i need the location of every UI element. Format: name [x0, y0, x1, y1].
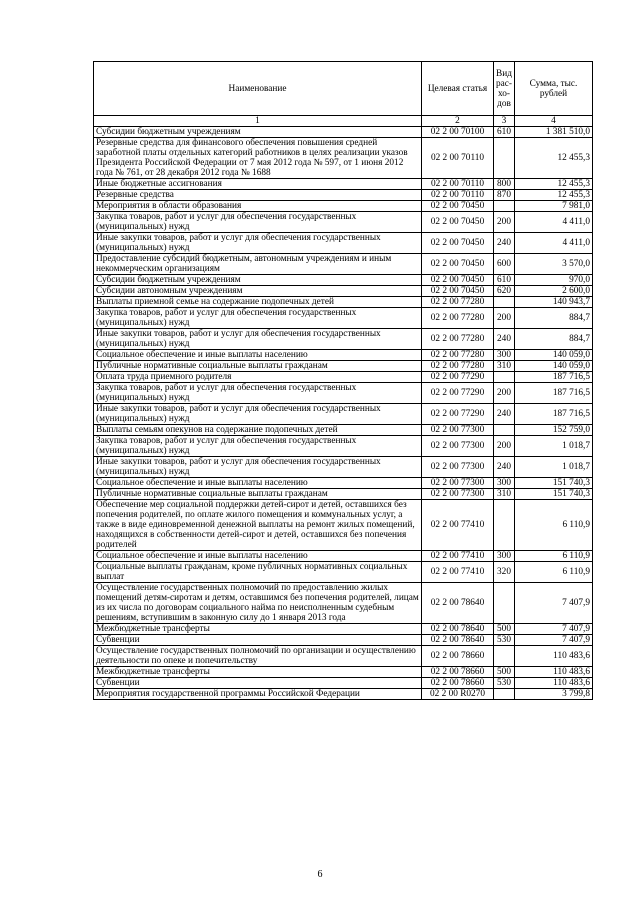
row-target-code: 02 2 00 77300: [422, 457, 494, 478]
row-expense-kind: 500: [494, 667, 515, 678]
table-row: [94, 457, 593, 478]
row-target-code: 02 2 00 78660: [422, 678, 494, 689]
row-target-code: 02 2 00 77280: [422, 350, 494, 361]
row-name: Резервные средства: [94, 190, 422, 201]
budget-table: [93, 61, 593, 700]
row-name: Субсидии бюджетным учреждениям: [94, 275, 422, 286]
column-number-row: [94, 116, 593, 127]
row-target-code: 02 2 00 77290: [422, 404, 494, 425]
row-target-code: 02 2 00 70450: [422, 286, 494, 297]
row-expense-kind: [494, 689, 515, 700]
row-expense-kind: 200: [494, 308, 515, 329]
row-name: Социальное обеспечение и иные выплаты населению: [94, 350, 422, 361]
row-name: Мероприятия государственной программы Российской Федерации: [94, 689, 422, 700]
row-amount: 187 716,5: [515, 404, 593, 425]
row-amount: 6 110,9: [515, 551, 593, 562]
row-amount: 12 455,3: [515, 190, 593, 201]
table-row: [94, 478, 593, 489]
row-target-code: 02 2 00 77410: [422, 500, 494, 551]
row-target-code: 02 2 00 70450: [422, 201, 494, 212]
row-name: Субвенции: [94, 635, 422, 646]
table-row: [94, 404, 593, 425]
table-row: [94, 127, 593, 138]
page-number: 6: [317, 869, 323, 880]
table-row: [94, 383, 593, 404]
row-amount: 884,7: [515, 329, 593, 350]
table-body: [94, 127, 593, 700]
row-target-code: 02 2 00 70450: [422, 212, 494, 233]
row-name: Субвенции: [94, 678, 422, 689]
table-row: [94, 583, 593, 624]
row-name: Межбюджетные трансферты: [94, 624, 422, 635]
table-row: [94, 138, 593, 179]
row-name: Межбюджетные трансферты: [94, 667, 422, 678]
row-name: Осуществление государственных полномочий по предоставлению жилых помещений детям-сиротам и детям, оставшимся без попечения родителей, лицам из их числа по договорам социального найма по неисполненным судебным решениям, вступившим в законную силу до 1 января 2013 года: [94, 583, 422, 624]
row-name: Субсидии автономным учреждениям: [94, 286, 422, 297]
row-target-code: 02 2 00 78640: [422, 624, 494, 635]
row-name: Предоставление субсидий бюджетным, автономным учреждениям и иным некоммерческим организациям: [94, 254, 422, 275]
header-code: Целевая статья: [422, 62, 494, 116]
row-name: Мероприятия в области образования: [94, 201, 422, 212]
row-target-code: 02 2 00 77280: [422, 329, 494, 350]
row-amount: 140 059,0: [515, 361, 593, 372]
row-target-code: 02 2 00 78640: [422, 583, 494, 624]
row-target-code: 02 2 00 77290: [422, 383, 494, 404]
row-amount: 140 059,0: [515, 350, 593, 361]
row-name: Иные закупки товаров, работ и услуг для обеспечения государственных (муниципальных) нужд: [94, 233, 422, 254]
row-expense-kind: 300: [494, 551, 515, 562]
table-row: [94, 233, 593, 254]
row-amount: 187 716,5: [515, 383, 593, 404]
row-expense-kind: [494, 425, 515, 436]
header-row: [94, 62, 593, 116]
row-name: Публичные нормативные социальные выплаты гражданам: [94, 361, 422, 372]
row-amount: 7 407,9: [515, 583, 593, 624]
table-row: [94, 275, 593, 286]
row-amount: 12 455,3: [515, 179, 593, 190]
row-target-code: 02 2 00 77280: [422, 297, 494, 308]
row-amount: 6 110,9: [515, 562, 593, 583]
row-amount: 3 570,0: [515, 254, 593, 275]
row-target-code: 02 2 00 77410: [422, 551, 494, 562]
row-target-code: 02 2 00 77280: [422, 308, 494, 329]
row-amount: 12 455,3: [515, 138, 593, 179]
row-target-code: 02 2 00 78660: [422, 646, 494, 667]
row-amount: 1 381 510,0: [515, 127, 593, 138]
table-row: [94, 436, 593, 457]
table-row: [94, 297, 593, 308]
row-expense-kind: [494, 583, 515, 624]
row-name: Резервные средства для финансового обеспечения повышения средней заработной платы отдельных категорий работников в целях реализации указов Президента Российской Федерации от 7 мая 2012 года № 597, от 1 июня 2012 года № 761, от 28 декабря 2012 года № 1688: [94, 138, 422, 179]
row-target-code: 02 2 00 77300: [422, 489, 494, 500]
row-amount: 110 483,6: [515, 646, 593, 667]
table-row: [94, 350, 593, 361]
row-target-code: 02 2 00 70100: [422, 127, 494, 138]
row-amount: 1 018,7: [515, 457, 593, 478]
table-row: [94, 489, 593, 500]
row-amount: 7 407,9: [515, 624, 593, 635]
row-expense-kind: 200: [494, 383, 515, 404]
column-number: 1: [94, 116, 422, 127]
row-name: Иные закупки товаров, работ и услуг для обеспечения государственных (муниципальных) нужд: [94, 457, 422, 478]
column-number: 4: [515, 116, 593, 127]
table-row: [94, 190, 593, 201]
row-amount: 4 411,0: [515, 212, 593, 233]
column-number: 2: [422, 116, 494, 127]
table-row: [94, 689, 593, 700]
row-amount: 3 799,8: [515, 689, 593, 700]
row-amount: 2 600,0: [515, 286, 593, 297]
table-row: [94, 201, 593, 212]
row-target-code: 02 2 00 77280: [422, 361, 494, 372]
row-amount: 152 759,0: [515, 425, 593, 436]
row-amount: 7 407,9: [515, 635, 593, 646]
row-name: Публичные нормативные социальные выплаты гражданам: [94, 489, 422, 500]
row-name: Иные бюджетные ассигнования: [94, 179, 422, 190]
table-row: [94, 286, 593, 297]
row-expense-kind: 610: [494, 275, 515, 286]
row-amount: 4 411,0: [515, 233, 593, 254]
row-target-code: 02 2 00 77300: [422, 436, 494, 457]
row-amount: 1 018,7: [515, 436, 593, 457]
table-row: [94, 667, 593, 678]
row-amount: 151 740,3: [515, 478, 593, 489]
row-name: Закупка товаров, работ и услуг для обеспечения государственных (муниципальных) нужд: [94, 436, 422, 457]
row-expense-kind: 240: [494, 404, 515, 425]
table-row: [94, 678, 593, 689]
row-expense-kind: 240: [494, 233, 515, 254]
row-amount: 6 110,9: [515, 500, 593, 551]
table-row: [94, 635, 593, 646]
row-name: Выплаты семьям опекунов на содержание подопечных детей: [94, 425, 422, 436]
row-name: Закупка товаров, работ и услуг для обеспечения государственных (муниципальных) нужд: [94, 383, 422, 404]
row-expense-kind: 240: [494, 329, 515, 350]
table-row: [94, 551, 593, 562]
row-expense-kind: 870: [494, 190, 515, 201]
table-row: [94, 254, 593, 275]
row-expense-kind: 620: [494, 286, 515, 297]
row-target-code: 02 2 00 70110: [422, 138, 494, 179]
table-row: [94, 562, 593, 583]
row-name: Социальные выплаты гражданам, кроме публичных нормативных социальных выплат: [94, 562, 422, 583]
row-target-code: 02 2 00 70450: [422, 233, 494, 254]
row-expense-kind: [494, 201, 515, 212]
table-row: [94, 308, 593, 329]
row-target-code: 02 2 00 70450: [422, 254, 494, 275]
row-name: Социальное обеспечение и иные выплаты населению: [94, 551, 422, 562]
row-expense-kind: 320: [494, 562, 515, 583]
row-name: Осуществление государственных полномочий по организации и осуществлению деятельности по опеке и попечительству: [94, 646, 422, 667]
table-row: [94, 624, 593, 635]
table-row: [94, 329, 593, 350]
table-row: [94, 212, 593, 233]
row-name: Закупка товаров, работ и услуг для обеспечения государственных (муниципальных) нужд: [94, 212, 422, 233]
row-expense-kind: 500: [494, 624, 515, 635]
row-expense-kind: 600: [494, 254, 515, 275]
row-expense-kind: 530: [494, 635, 515, 646]
row-expense-kind: 240: [494, 457, 515, 478]
row-name: Социальное обеспечение и иные выплаты населению: [94, 478, 422, 489]
row-expense-kind: 800: [494, 179, 515, 190]
column-number: 3: [494, 116, 515, 127]
row-target-code: 02 2 00 77300: [422, 478, 494, 489]
row-target-code: 02 2 00 77290: [422, 372, 494, 383]
row-name: Выплаты приемной семье на содержание подопечных детей: [94, 297, 422, 308]
row-expense-kind: [494, 138, 515, 179]
row-target-code: 02 2 00 70110: [422, 190, 494, 201]
row-name: Обеспечение мер социальной поддержки детей-сирот и детей, оставшихся без попечения родителей, по оплате жилого помещения и коммунальных услуг, а также в виде единовременной денежной выплаты на ремонт жилых помещений, находящихся в собственности детей-сирот и детей, оставшихся без попечения родителей: [94, 500, 422, 551]
row-target-code: 02 2 00 70450: [422, 275, 494, 286]
row-amount: 110 483,6: [515, 667, 593, 678]
row-name: Субсидии бюджетным учреждениям: [94, 127, 422, 138]
header-kind: Вид рас-хо-дов: [494, 62, 515, 116]
row-amount: 110 483,6: [515, 678, 593, 689]
row-amount: 140 943,7: [515, 297, 593, 308]
row-expense-kind: [494, 297, 515, 308]
row-name: Иные закупки товаров, работ и услуг для обеспечения государственных (муниципальных) нужд: [94, 329, 422, 350]
row-expense-kind: 530: [494, 678, 515, 689]
table-row: [94, 646, 593, 667]
table-row: [94, 372, 593, 383]
row-expense-kind: 200: [494, 212, 515, 233]
row-amount: 187 716,5: [515, 372, 593, 383]
row-expense-kind: 610: [494, 127, 515, 138]
row-target-code: 02 2 00 70110: [422, 179, 494, 190]
row-name: Оплата труда приемного родителя: [94, 372, 422, 383]
row-name: Иные закупки товаров, работ и услуг для обеспечения государственных (муниципальных) нужд: [94, 404, 422, 425]
row-amount: 970,0: [515, 275, 593, 286]
row-expense-kind: [494, 500, 515, 551]
row-expense-kind: 200: [494, 436, 515, 457]
row-expense-kind: 300: [494, 350, 515, 361]
row-target-code: 02 2 00 R0270: [422, 689, 494, 700]
row-expense-kind: 300: [494, 478, 515, 489]
table-row: [94, 425, 593, 436]
row-amount: 884,7: [515, 308, 593, 329]
table-row: [94, 361, 593, 372]
row-amount: 7 981,0: [515, 201, 593, 212]
row-expense-kind: 310: [494, 361, 515, 372]
table-row: [94, 500, 593, 551]
row-target-code: 02 2 00 78660: [422, 667, 494, 678]
row-target-code: 02 2 00 77410: [422, 562, 494, 583]
table-row: [94, 179, 593, 190]
row-expense-kind: 310: [494, 489, 515, 500]
header-name: Наименование: [94, 62, 422, 116]
row-amount: 151 740,3: [515, 489, 593, 500]
row-expense-kind: [494, 372, 515, 383]
row-target-code: 02 2 00 78640: [422, 635, 494, 646]
row-name: Закупка товаров, работ и услуг для обеспечения государственных (муниципальных) нужд: [94, 308, 422, 329]
row-expense-kind: [494, 646, 515, 667]
header-sum: Сумма, тыс. рублей: [515, 62, 593, 116]
row-target-code: 02 2 00 77300: [422, 425, 494, 436]
